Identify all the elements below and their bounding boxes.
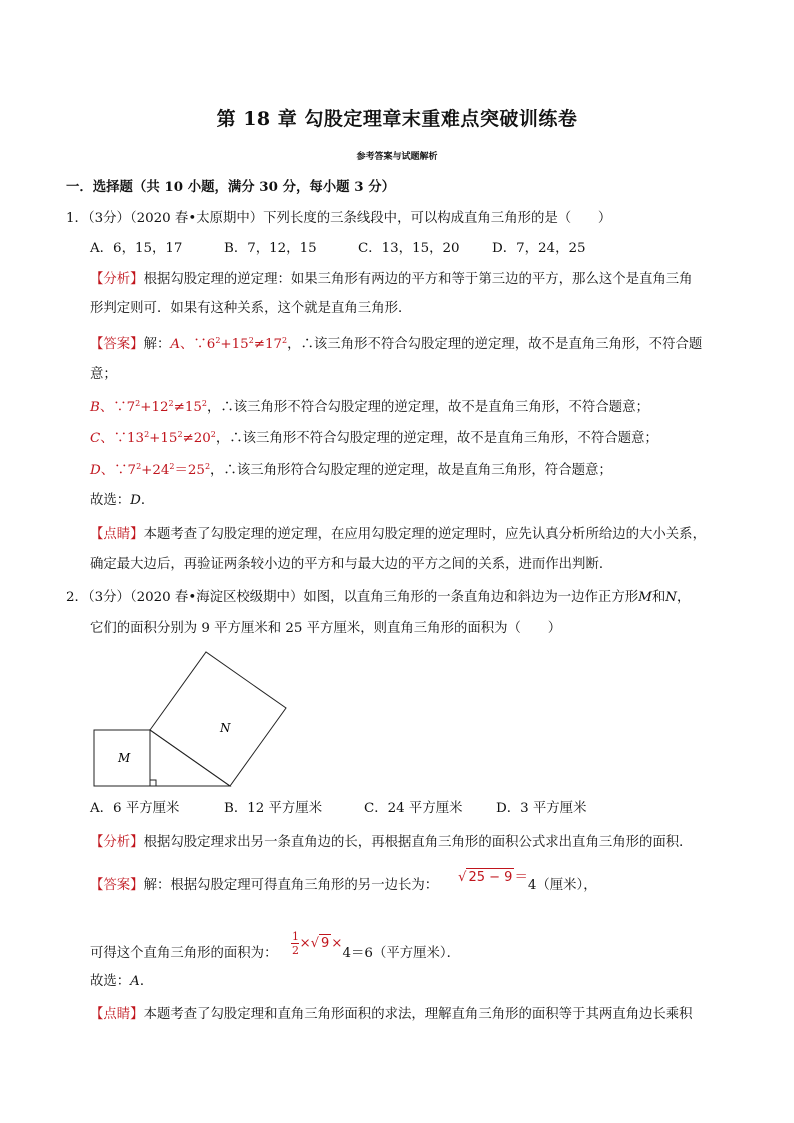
q1-comment-tag: 【点睛】	[90, 527, 144, 542]
q1-answer-b: B、$\because 7^2+12^2\ne 15^2$，∴该三角形不符合勾股定理的逆定理，故不是直角三角形，不符合题意；	[90, 399, 649, 415]
q2-choice: 故选：A．	[90, 974, 154, 989]
q2-option-d: D．3 平方厘米	[496, 801, 587, 816]
q2-options	[90, 800, 586, 818]
q2-analysis-tag: 【分析】	[90, 835, 144, 850]
q2-sqrt-nine: √ 9	[310, 936, 330, 951]
section-heading: 一．选择题（共 10 小题，满分 30 分，每小题 3 分）	[66, 179, 395, 195]
q1-choice: 故选：D．	[90, 493, 155, 508]
q2-option-a: A．6 平方厘米	[90, 801, 180, 816]
q2-comment-tag: 【点睛】	[90, 1007, 144, 1022]
q1-analysis-line-1: 【分析】根据勾股定理的逆定理：如果三角形有两边的平方和等于第三边的平方，那么这个是直角三角	[90, 272, 693, 287]
label-m: M	[118, 751, 131, 765]
q1-option-a: A．6，15，17	[90, 241, 183, 256]
q2-figure-squares	[90, 650, 330, 790]
q1-answer-a-cont: 意；	[90, 367, 117, 382]
q1-comment-line-1: 【点睛】本题考查了勾股定理的逆定理，在应用勾股定理的逆定理时，应先认真分析所给边的大小关系，	[90, 527, 706, 542]
q2-answer-line: 【答案】解：根据勾股定理可得直角三角形的另一边长为：√ 25 − 9 ＝4（厘米），	[90, 870, 597, 893]
q2-comment-line-1: 【点睛】本题考查了勾股定理和直角三角形面积的求法，理解直角三角形的面积等于其两直角边长乘积	[90, 1007, 693, 1022]
q2-sqrt-expression: √ 25 − 9	[458, 870, 513, 885]
q1-option-b: B．7，12，15	[224, 241, 317, 256]
q2-area-line: 可得这个直角三角形的面积为： $\frac{1}{2}$ ×√ 9 ×4＝6（平方厘米）．	[90, 930, 460, 961]
q2-stem-line-1: 2．（3分）（2020 春•海淀区校级期中）如图，以直角三角形的一条直角边和斜边为一边作正方形M和N，	[66, 590, 691, 605]
q1-answer-tag: 【答案】	[90, 337, 144, 352]
q2-option-c: C．24 平方厘米	[364, 801, 463, 816]
q1-options	[90, 240, 586, 258]
square-n	[150, 652, 286, 786]
q1-analysis-tag: 【分析】	[90, 272, 144, 287]
q1-analysis-line-2: 形判定则可．如果有这种关系，这个就是直角三角形．	[90, 301, 412, 316]
q2-answer-tag: 【答案】	[90, 878, 144, 893]
page-title: 第 18 章 勾股定理章末重难点突破训练卷	[216, 108, 578, 130]
q1-answer-c: C、$\because 13^2+15^2\ne 20^2$，∴该三角形不符合勾股定理的逆定理，故不是直角三角形，不符合题意；	[90, 430, 658, 446]
q1-stem: 1．（3分）（2020 春•太原期中）下列长度的三条线段中，可以构成直角三角形的是（ ）	[66, 211, 612, 226]
q2-analysis: 【分析】根据勾股定理求出另一条直角边的长，再根据直角三角形的面积公式求出直角三角形的面积．	[90, 835, 693, 850]
q2-fraction-half: $\frac{1}{2}$	[291, 930, 299, 957]
q1-option-d: D．7，24，25	[492, 241, 586, 256]
q2-stem-line-2: 它们的面积分别为 9 平方厘米和 25 平方厘米，则直角三角形的面积为（ ）	[90, 621, 562, 636]
q1-comment-line-2: 确定最大边后，再验证两条较小边的平方和与最大边的平方之间的关系，进而作出判断．	[90, 557, 613, 572]
q1-answer-a: 【答案】解：A、$\because 6^2+15^2\ne 17^2$，∴该三角形不符合勾股定理的逆定理，故不是直角三角形，不符合题	[90, 336, 703, 352]
label-n: N	[220, 721, 231, 735]
q1-answer-d: D、$\because 7^2+24^2=25^2$，∴该三角形符合勾股定理的逆定理，故是直角三角形，符合题意；	[90, 462, 612, 478]
q2-option-b: B．12 平方厘米	[224, 801, 323, 816]
right-angle-mark	[150, 780, 156, 786]
page-subtitle: 参考答案与试题解析	[356, 152, 438, 162]
q1-option-c: C．13，15，20	[358, 241, 460, 256]
